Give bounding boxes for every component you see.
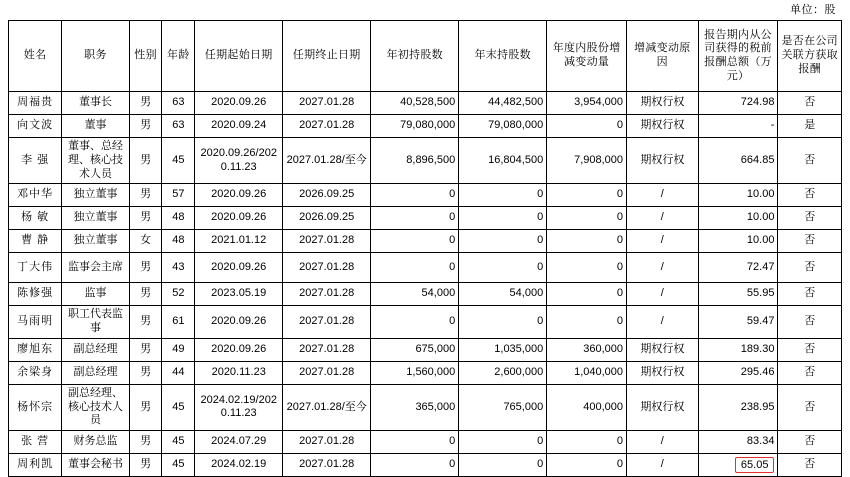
cell-title: 监事会主席	[62, 253, 130, 283]
cell-pretax-pay: 55.95	[698, 283, 778, 306]
cell-term-end: 2027.01.28/至今	[283, 138, 371, 184]
cell-gender: 男	[129, 338, 162, 361]
cell-change-reason: 期权行权	[627, 361, 699, 384]
cell-age: 44	[162, 361, 195, 384]
col-header-age: 年龄	[162, 21, 195, 92]
table-row	[9, 253, 842, 283]
table-row	[9, 454, 842, 477]
cell-age: 45	[162, 431, 195, 454]
cell-related-pay: 否	[778, 207, 842, 230]
cell-shares-change: 0	[547, 115, 627, 138]
cell-term-end: 2027.01.28	[283, 92, 371, 115]
unit-note: 单位：股	[790, 4, 836, 16]
cell-term-end: 2027.01.28	[283, 454, 371, 477]
cell-shares-change: 0	[547, 207, 627, 230]
cell-shares-change: 7,908,000	[547, 138, 627, 184]
cell-term-end: 2027.01.28	[283, 253, 371, 283]
cell-shares-change: 0	[547, 454, 627, 477]
cell-related-pay: 否	[778, 138, 842, 184]
cell-shares-end: 0	[459, 184, 547, 207]
col-header-shares-change: 年度内股份增减变动量	[547, 21, 627, 92]
cell-title: 董事、总经理、核心技术人员	[62, 138, 130, 184]
cell-change-reason: /	[627, 184, 699, 207]
cell-pretax-pay: 238.95	[698, 384, 778, 430]
cell-gender: 男	[129, 207, 162, 230]
cell-name: 杨 敏	[9, 207, 62, 230]
cell-pretax-pay: 83.34	[698, 431, 778, 454]
cell-term-end: 2026.09.25	[283, 184, 371, 207]
cell-name: 李 强	[9, 138, 62, 184]
cell-name: 曹 静	[9, 230, 62, 253]
cell-gender: 男	[129, 253, 162, 283]
cell-related-pay: 是	[778, 115, 842, 138]
cell-title: 财务总监	[62, 431, 130, 454]
cell-shares-end: 0	[459, 207, 547, 230]
col-header-related-party-pay: 是否在公司关联方获取报酬	[778, 21, 842, 92]
cell-title: 职工代表监事	[62, 306, 130, 339]
cell-shares-change: 0	[547, 306, 627, 339]
cell-pretax-pay: 59.47	[698, 306, 778, 339]
cell-gender: 男	[129, 454, 162, 477]
cell-related-pay: 否	[778, 253, 842, 283]
cell-change-reason: /	[627, 207, 699, 230]
cell-title: 董事会秘书	[62, 454, 130, 477]
cell-age: 52	[162, 283, 195, 306]
cell-change-reason: /	[627, 283, 699, 306]
cell-gender: 女	[129, 230, 162, 253]
cell-shares-change: 0	[547, 230, 627, 253]
col-header-shares-begin: 年初持股数	[371, 21, 459, 92]
cell-change-reason: /	[627, 253, 699, 283]
cell-shares-end: 44,482,500	[459, 92, 547, 115]
table-row	[9, 306, 842, 339]
cell-term-start: 2024.07.29	[195, 431, 283, 454]
cell-shares-begin: 365,000	[371, 384, 459, 430]
cell-age: 45	[162, 384, 195, 430]
cell-pretax-pay: 189.30	[698, 338, 778, 361]
cell-related-pay: 否	[778, 283, 842, 306]
table-header	[9, 21, 842, 92]
cell-title: 独立董事	[62, 207, 130, 230]
table-row	[9, 283, 842, 306]
cell-term-end: 2027.01.28	[283, 306, 371, 339]
cell-title: 副总经理	[62, 361, 130, 384]
cell-term-end: 2027.01.28	[283, 230, 371, 253]
cell-title: 董事长	[62, 92, 130, 115]
col-header-change-reason: 增减变动原因	[627, 21, 699, 92]
cell-shares-end: 765,000	[459, 384, 547, 430]
cell-gender: 男	[129, 184, 162, 207]
col-header-name: 姓名	[9, 21, 62, 92]
table-header-row	[9, 21, 842, 92]
table-row	[9, 138, 842, 184]
cell-term-start: 2020.09.26	[195, 92, 283, 115]
cell-shares-change: 0	[547, 283, 627, 306]
cell-gender: 男	[129, 92, 162, 115]
cell-shares-end: 1,035,000	[459, 338, 547, 361]
cell-shares-change: 0	[547, 184, 627, 207]
cell-shares-begin: 0	[371, 306, 459, 339]
cell-shares-begin: 0	[371, 253, 459, 283]
table-row	[9, 431, 842, 454]
cell-age: 61	[162, 306, 195, 339]
cell-related-pay: 否	[778, 230, 842, 253]
cell-related-pay: 否	[778, 454, 842, 477]
cell-change-reason: 期权行权	[627, 384, 699, 430]
cell-title: 副总经理	[62, 338, 130, 361]
cell-age: 49	[162, 338, 195, 361]
cell-term-end: 2027.01.28	[283, 283, 371, 306]
cell-related-pay: 否	[778, 361, 842, 384]
table-row	[9, 361, 842, 384]
cell-term-end: 2027.01.28	[283, 338, 371, 361]
cell-gender: 男	[129, 361, 162, 384]
cell-name: 邓中华	[9, 184, 62, 207]
cell-shares-end: 54,000	[459, 283, 547, 306]
cell-change-reason: 期权行权	[627, 138, 699, 184]
cell-name: 张 营	[9, 431, 62, 454]
cell-term-end: 2027.01.28	[283, 431, 371, 454]
cell-term-start: 2020.09.26	[195, 207, 283, 230]
cell-shares-end: 0	[459, 230, 547, 253]
col-header-term-start: 任期起始日期	[195, 21, 283, 92]
cell-shares-begin: 0	[371, 454, 459, 477]
cell-shares-end: 0	[459, 306, 547, 339]
cell-change-reason: 期权行权	[627, 115, 699, 138]
cell-pretax-pay: 295.46	[698, 361, 778, 384]
cell-pretax-pay: 72.47	[698, 253, 778, 283]
col-header-term-end: 任期终止日期	[283, 21, 371, 92]
cell-gender: 男	[129, 283, 162, 306]
table-row	[9, 115, 842, 138]
cell-change-reason: /	[627, 454, 699, 477]
cell-shares-begin: 0	[371, 207, 459, 230]
cell-term-start: 2020.11.23	[195, 361, 283, 384]
cell-age: 63	[162, 92, 195, 115]
col-header-title: 职务	[62, 21, 130, 92]
cell-name: 马雨明	[9, 306, 62, 339]
cell-pretax-pay: -	[698, 115, 778, 138]
cell-shares-change: 3,954,000	[547, 92, 627, 115]
cell-term-end: 2027.01.28	[283, 361, 371, 384]
cell-term-end: 2026.09.25	[283, 207, 371, 230]
cell-shares-begin: 1,560,000	[371, 361, 459, 384]
table-row	[9, 184, 842, 207]
cell-name: 周利凯	[9, 454, 62, 477]
cell-name: 周福贵	[9, 92, 62, 115]
table-row	[9, 384, 842, 430]
cell-shares-change: 400,000	[547, 384, 627, 430]
cell-term-start: 2020.09.26	[195, 184, 283, 207]
col-header-shares-end: 年末持股数	[459, 21, 547, 92]
cell-name: 向文波	[9, 115, 62, 138]
cell-gender: 男	[129, 306, 162, 339]
cell-shares-end: 79,080,000	[459, 115, 547, 138]
cell-pretax-pay: 724.98	[698, 92, 778, 115]
cell-title: 监事	[62, 283, 130, 306]
cell-shares-change: 0	[547, 253, 627, 283]
cell-change-reason: /	[627, 431, 699, 454]
cell-gender: 男	[129, 384, 162, 430]
col-header-pretax-pay: 报告期内从公司获得的税前报酬总额（万元）	[698, 21, 778, 92]
cell-term-start: 2020.09.26/2020.11.23	[195, 138, 283, 184]
cell-change-reason: 期权行权	[627, 338, 699, 361]
table-row	[9, 207, 842, 230]
cell-shares-change: 1,040,000	[547, 361, 627, 384]
table-row	[9, 92, 842, 115]
cell-shares-end: 0	[459, 253, 547, 283]
cell-title: 董事	[62, 115, 130, 138]
cell-shares-end: 0	[459, 431, 547, 454]
cell-change-reason: /	[627, 230, 699, 253]
cell-term-start: 2020.09.24	[195, 115, 283, 138]
cell-related-pay: 否	[778, 92, 842, 115]
cell-shares-begin: 0	[371, 230, 459, 253]
cell-shares-end: 0	[459, 454, 547, 477]
cell-age: 57	[162, 184, 195, 207]
cell-shares-begin: 0	[371, 431, 459, 454]
cell-name: 余梁身	[9, 361, 62, 384]
cell-shares-change: 0	[547, 431, 627, 454]
shareholding-table	[8, 20, 842, 477]
table-row	[9, 230, 842, 253]
cell-name: 丁大伟	[9, 253, 62, 283]
cell-term-start: 2020.09.26	[195, 253, 283, 283]
cell-shares-end: 2,600,000	[459, 361, 547, 384]
cell-pretax-pay: 10.00	[698, 207, 778, 230]
cell-term-start: 2024.02.19/2020.11.23	[195, 384, 283, 430]
cell-related-pay: 否	[778, 338, 842, 361]
table-row	[9, 338, 842, 361]
cell-shares-begin: 0	[371, 184, 459, 207]
cell-related-pay: 否	[778, 384, 842, 430]
cell-term-end: 2027.01.28	[283, 115, 371, 138]
cell-name: 杨怀宗	[9, 384, 62, 430]
cell-term-start: 2020.09.26	[195, 338, 283, 361]
cell-age: 45	[162, 454, 195, 477]
cell-gender: 男	[129, 138, 162, 184]
cell-shares-change: 360,000	[547, 338, 627, 361]
table-body	[9, 92, 842, 477]
highlighted-pay-value: 65.05	[735, 457, 775, 473]
cell-name: 廖旭东	[9, 338, 62, 361]
cell-name: 陈修强	[9, 283, 62, 306]
cell-shares-begin: 54,000	[371, 283, 459, 306]
cell-age: 48	[162, 207, 195, 230]
cell-gender: 男	[129, 115, 162, 138]
cell-shares-begin: 40,528,500	[371, 92, 459, 115]
cell-shares-begin: 8,896,500	[371, 138, 459, 184]
cell-pretax-pay: 10.00	[698, 184, 778, 207]
cell-age: 43	[162, 253, 195, 283]
cell-title: 副总经理、核心技术人员	[62, 384, 130, 430]
col-header-gender: 性别	[129, 21, 162, 92]
cell-related-pay: 否	[778, 431, 842, 454]
cell-term-start: 2021.01.12	[195, 230, 283, 253]
cell-pretax-pay: 10.00	[698, 230, 778, 253]
cell-age: 48	[162, 230, 195, 253]
cell-term-start: 2023.05.19	[195, 283, 283, 306]
cell-age: 63	[162, 115, 195, 138]
cell-shares-begin: 79,080,000	[371, 115, 459, 138]
cell-title: 独立董事	[62, 184, 130, 207]
cell-term-start: 2024.02.19	[195, 454, 283, 477]
cell-shares-begin: 675,000	[371, 338, 459, 361]
cell-pretax-pay: 664.85	[698, 138, 778, 184]
cell-term-end: 2027.01.28/至今	[283, 384, 371, 430]
cell-related-pay: 否	[778, 306, 842, 339]
cell-pretax-pay	[698, 454, 778, 477]
cell-title: 独立董事	[62, 230, 130, 253]
cell-shares-end: 16,804,500	[459, 138, 547, 184]
cell-age: 45	[162, 138, 195, 184]
cell-gender: 男	[129, 431, 162, 454]
cell-change-reason: /	[627, 306, 699, 339]
cell-term-start: 2020.09.26	[195, 306, 283, 339]
cell-change-reason: 期权行权	[627, 92, 699, 115]
cell-related-pay: 否	[778, 184, 842, 207]
